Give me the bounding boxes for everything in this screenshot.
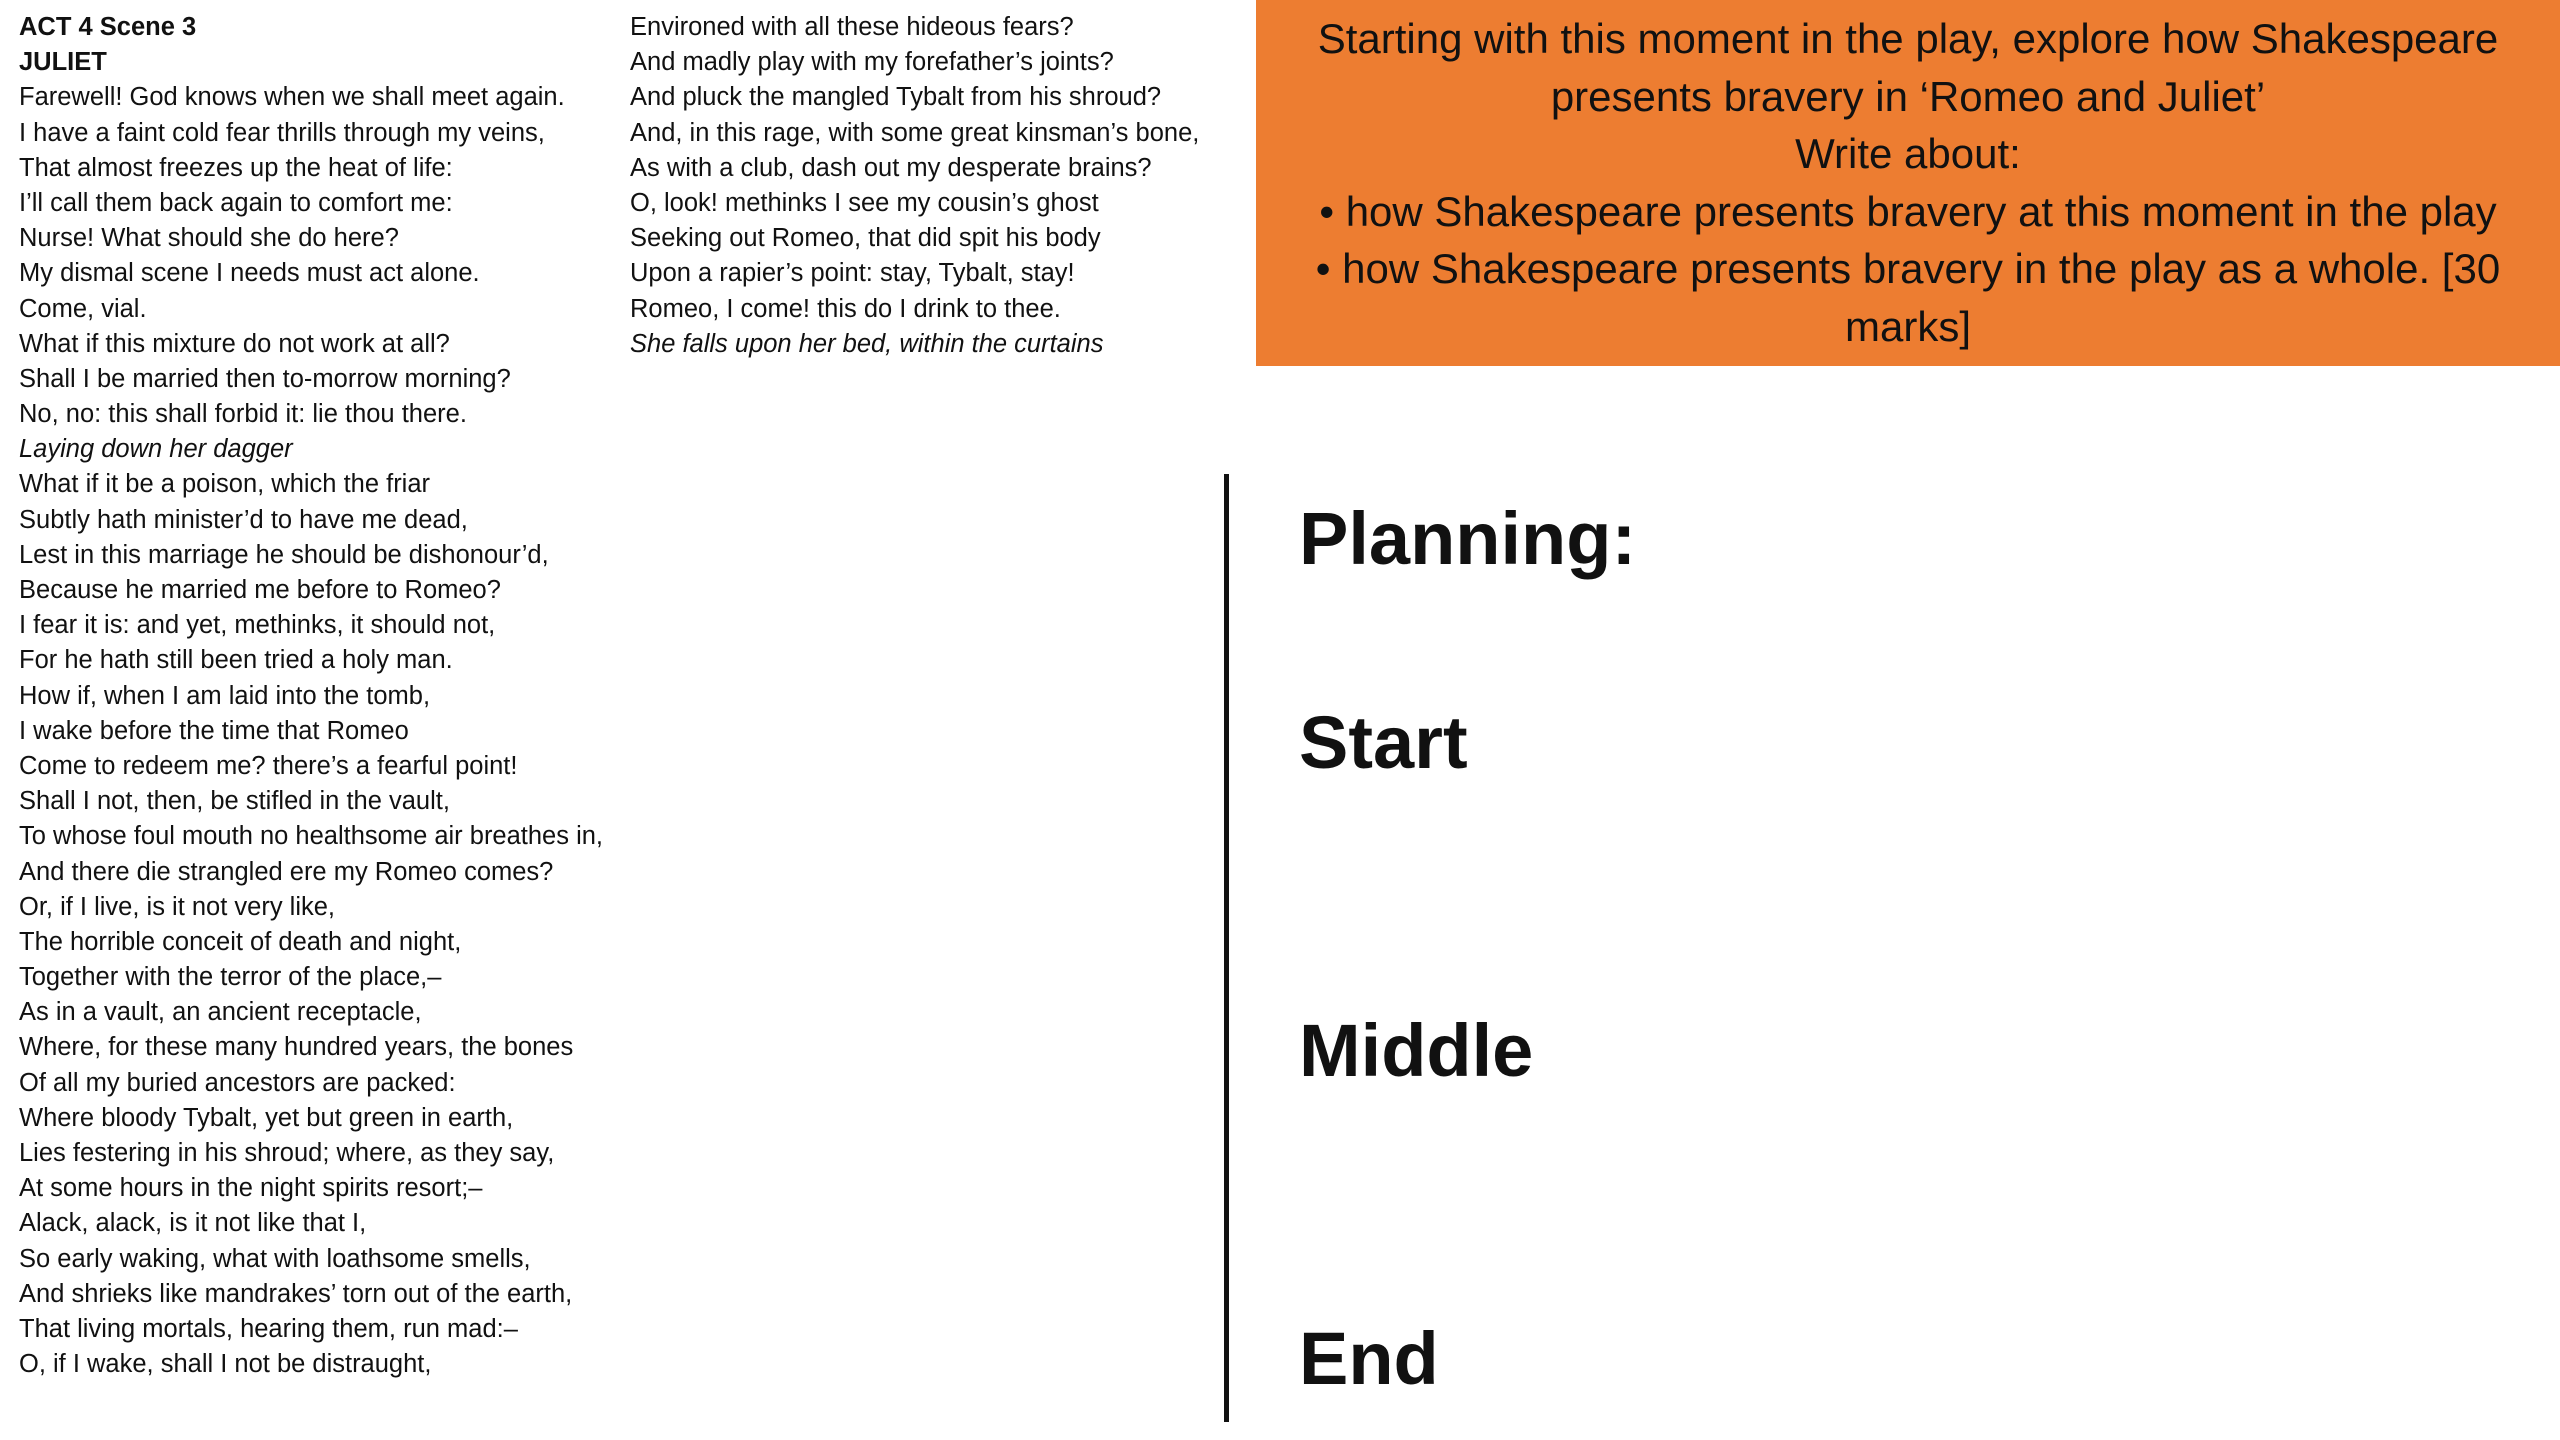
script-line: Alack, alack, is it not like that I,: [19, 1209, 367, 1238]
script-line: I have a faint cold fear thrills through my veins,: [19, 118, 545, 147]
script-line: At some hours in the night spirits resort;–: [19, 1174, 483, 1203]
script-column-1: [19, 10, 629, 1382]
script-line: Where, for these many hundred years, the bones: [19, 1033, 574, 1062]
vertical-divider: [1224, 474, 1229, 1422]
script-line: I’ll call them back again to comfort me:: [19, 188, 453, 217]
script-line: For he hath still been tried a holy man.: [19, 646, 453, 675]
script-line: What if it be a poison, which the friar: [19, 470, 431, 499]
script-line: That almost freezes up the heat of life:: [19, 153, 453, 182]
script-line: As in a vault, an ancient receptacle,: [19, 998, 422, 1027]
task-line: Starting with this moment in the play, explore how Shakespeare: [1317, 15, 2499, 62]
script-line: Together with the terror of the place,–: [19, 963, 442, 992]
script-line: I wake before the time that Romeo: [19, 716, 409, 745]
script-line: Subtly hath minister’d to have me dead,: [19, 505, 468, 534]
script-line: I fear it is: and yet, methinks, it should not,: [19, 611, 496, 640]
script-line: Upon a rapier’s point: stay, Tybalt, stay!: [630, 259, 1075, 288]
script-line: No, no: this shall forbid it: lie thou there.: [19, 400, 467, 429]
stage-direction: She falls upon her bed, within the curtains: [630, 329, 1104, 358]
script-line: Lies festering in his shroud; where, as they say,: [19, 1139, 555, 1167]
task-bullet: • how Shakespeare presents bravery in the play as a whole. [30 marks]: [1270, 240, 2546, 355]
script-line: Shall I not, then, be stifled in the vault,: [19, 787, 450, 816]
script-line: ACT 4 Scene 3: [19, 13, 197, 41]
script-line: O, if I wake, shall I not be distraught,: [19, 1350, 432, 1379]
script-line: Nurse! What should she do here?: [19, 224, 399, 253]
script-line: As with a club, dash out my desperate brains?: [630, 153, 1152, 182]
script-line: Romeo, I come! this do I drink to thee.: [630, 294, 1061, 323]
script-line: Seeking out Romeo, that did spit his body: [630, 224, 1101, 253]
script-line: And madly play with my forefather’s joints?: [630, 48, 1114, 77]
script-line: Because he married me before to Romeo?: [19, 576, 501, 604]
script-line: And there die strangled ere my Romeo comes?: [19, 857, 554, 886]
script-line: My dismal scene I needs must act alone.: [19, 259, 480, 288]
script-column-2: [630, 10, 1250, 362]
script-line: Farewell! God knows when we shall meet again.: [19, 83, 565, 112]
script-line: That living mortals, hearing them, run mad:–: [19, 1314, 518, 1343]
script-line: O, look! methinks I see my cousin’s ghost: [630, 188, 1099, 217]
script-line: And, in this rage, with some great kinsman’s bone,: [630, 118, 1200, 147]
planning-middle-heading: Middle: [1299, 1009, 1534, 1092]
script-line: Where bloody Tybalt, yet but green in earth,: [19, 1103, 514, 1132]
script-line: What if this mixture do not work at all?: [19, 329, 450, 358]
planning-heading: Planning:: [1299, 497, 1637, 580]
script-line: So early waking, what with loathsome smells,: [19, 1244, 531, 1273]
task-bullet: • how Shakespeare presents bravery at this moment in the play: [1270, 183, 2546, 241]
script-line: JULIET: [19, 48, 107, 77]
task-line: presents bravery in ‘Romeo and Juliet’: [1550, 72, 2266, 120]
script-line: Or, if I live, is it not very like,: [19, 892, 335, 921]
script-line: How if, when I am laid into the tomb,: [19, 681, 431, 710]
script-line: And pluck the mangled Tybalt from his shroud?: [630, 83, 1162, 112]
script-line: Of all my buried ancestors are packed:: [19, 1068, 456, 1097]
planning-end-heading: End: [1299, 1317, 1439, 1400]
planning-start-heading: Start: [1299, 701, 1468, 784]
script-line: The horrible conceit of death and night,: [19, 927, 462, 956]
script-line: Come, vial.: [19, 294, 147, 323]
script-line: Lest in this marriage he should be dishonour’d,: [19, 540, 549, 569]
task-bullet-list: [1270, 183, 2546, 356]
task-line: Write about:: [1795, 130, 2021, 177]
stage-direction: Laying down her dagger: [19, 435, 293, 464]
script-line: Shall I be married then to-morrow morning?: [19, 364, 511, 393]
task-box: [1256, 0, 2560, 366]
script-line: Environed with all these hideous fears?: [630, 13, 1074, 41]
script-line: To whose foul mouth no healthsome air breathes in,: [19, 822, 604, 851]
script-line: And shrieks like mandrakes’ torn out of the earth,: [19, 1279, 573, 1308]
script-line: Come to redeem me? there’s a fearful point!: [19, 751, 518, 780]
